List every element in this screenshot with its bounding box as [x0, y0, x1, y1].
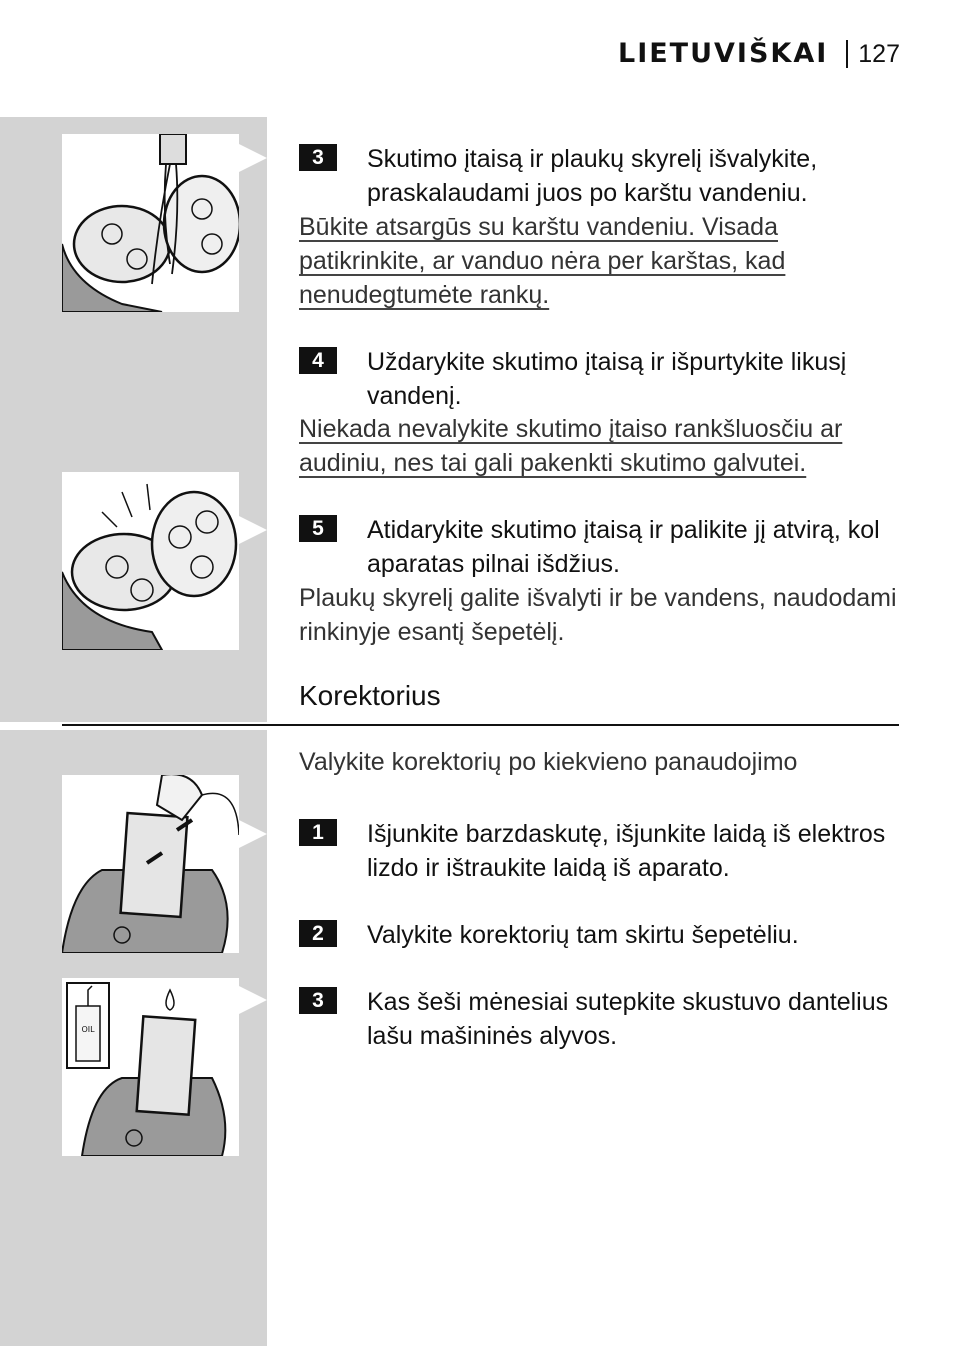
hot-water-warning [299, 210, 899, 312]
step-number: 5 [299, 515, 337, 542]
header-separator [846, 40, 848, 68]
page-number: 127 [858, 40, 900, 68]
step-text: Skutimo įtaisą ir plaukų skyrelį išvalykite, praskalaudami juos po karštu vandeniu. [367, 145, 818, 207]
step-text: Išjunkite barzdaskutę, išjunkite laidą iš elektros lizdo ir ištraukite laidą iš aparato. [367, 820, 886, 882]
brush-tip: Plaukų skyrelį galite išvalyti ir be vandens, naudodami rinkinyje esantį šepetėlį. [299, 584, 897, 646]
oil-bottle-label: OIL [81, 1025, 95, 1034]
step-5-dry [299, 513, 899, 581]
section-title: Korektorius [299, 680, 441, 711]
oil-trimmer-illustration [62, 978, 239, 1156]
towel-warning-text: Niekada nevalykite skutimo įtaiso rankšluosčiu ar audiniu, nes tai gali pakenkti skutimo galvutei. [299, 415, 843, 477]
hot-water-warning-text: Būkite atsargūs su karštu vandeniu. Visada patikrinkite, ar vanduo nėra per karštas, kad nenudegtumėte rankų. [299, 213, 786, 309]
step-number: 1 [299, 819, 337, 846]
step-3-rinse [299, 142, 899, 210]
step-text: Valykite korektorių tam skirtu šepetėliu. [367, 921, 799, 949]
illustration-pointer [239, 144, 267, 172]
step-number: 4 [299, 347, 337, 374]
illustration-pointer [239, 986, 267, 1014]
step-number: 2 [299, 920, 337, 947]
language-title: LIETUVIŠKAI [617, 38, 829, 69]
brush-trimmer-drawing [62, 775, 239, 953]
step-number: 3 [299, 144, 337, 171]
open-shaver-drawing [62, 472, 239, 650]
illustration-pointer [239, 516, 267, 544]
section-intro: Valykite korektorių po kiekvieno panaudojimo [299, 748, 798, 776]
towel-warning [299, 412, 899, 480]
step-4-close [299, 345, 899, 413]
step-text: Kas šeši mėnesiai sutepkite skustuvo dantelius lašu mašininės alyvos. [367, 988, 889, 1050]
page-header [618, 38, 900, 69]
trimmer-step-1 [299, 817, 899, 885]
trimmer-step-3 [299, 985, 899, 1053]
rinse-shaver-drawing [62, 134, 239, 312]
illustration-pointer [239, 820, 267, 848]
step-text: Uždarykite skutimo įtaisą ir išpurtykite likusį vandenį. [367, 348, 847, 410]
rinse-illustration [62, 134, 239, 312]
brush-trimmer-illustration [62, 775, 239, 953]
oil-trimmer-drawing [62, 978, 239, 1156]
section-divider [62, 724, 899, 726]
step-text: Atidarykite skutimo įtaisą ir palikite jį atvirą, kol aparatas pilnai išdžius. [367, 516, 880, 578]
trimmer-step-2 [299, 918, 899, 952]
open-shaver-illustration [62, 472, 239, 650]
step-number: 3 [299, 987, 337, 1014]
